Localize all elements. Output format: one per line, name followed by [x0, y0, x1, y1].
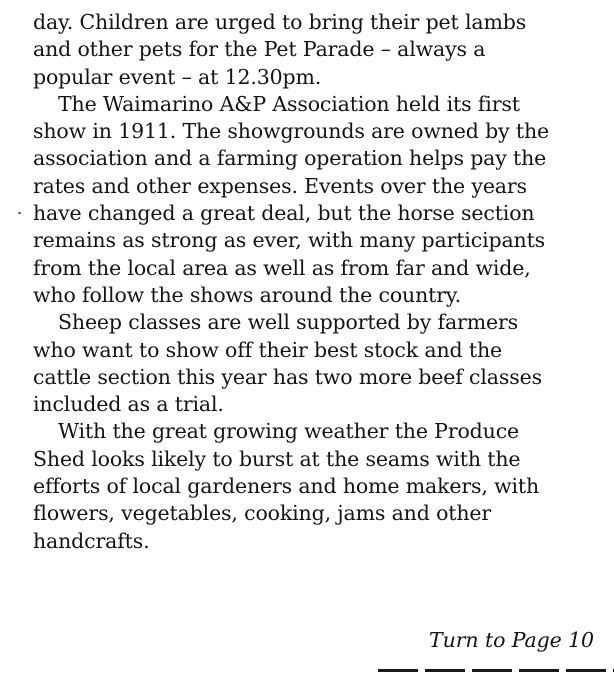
text-line: day. Children are urged to bring their pet lambs	[33, 10, 527, 34]
text-line: handcrafts.	[33, 528, 150, 553]
paragraph-livestock-classes	[33, 309, 605, 418]
text-line: association and a farming operation helps pay the	[33, 146, 547, 171]
text-line: show in 1911. The showgrounds are owned by the	[33, 119, 550, 144]
text-line: popular event – at 12.30pm.	[33, 64, 322, 89]
paragraph-pet-parade	[33, 9, 605, 91]
text-line: who want to show off their best stock and the	[33, 337, 502, 362]
text-line: efforts of local gardeners and home makers, with	[33, 474, 540, 499]
text-line: from the local area as well as from far and wide,	[33, 255, 531, 280]
text-line: and other pets for the Pet Parade – always a	[33, 37, 486, 62]
text-line: rates and other expenses. Events over the years	[33, 173, 527, 198]
article-text	[33, 9, 605, 555]
text-line: The Waimarino A&P Association held its first	[58, 91, 520, 116]
text-line: cattle section this year has two more beef classes	[33, 364, 542, 389]
text-line: included as a trial.	[33, 392, 224, 417]
text-line: flowers, vegetables, cooking, jams and other	[33, 501, 492, 526]
print-speck	[18, 212, 21, 214]
continuation-note: Turn to Page 10	[429, 628, 594, 652]
text-line: Shed looks likely to burst at the seams with the	[33, 446, 521, 471]
text-line: remains as strong as ever, with many participants	[33, 228, 546, 253]
text-line: With the great growing weather the Produce	[58, 419, 520, 444]
paragraph-produce-shed	[33, 418, 605, 554]
text-line: who follow the shows around the country.	[33, 282, 461, 307]
text-line: have changed a great deal, but the horse section	[33, 201, 535, 226]
paragraph-association-history	[33, 91, 605, 309]
dashed-rule	[378, 669, 614, 672]
text-line: Sheep classes are well supported by farmers	[58, 310, 518, 335]
